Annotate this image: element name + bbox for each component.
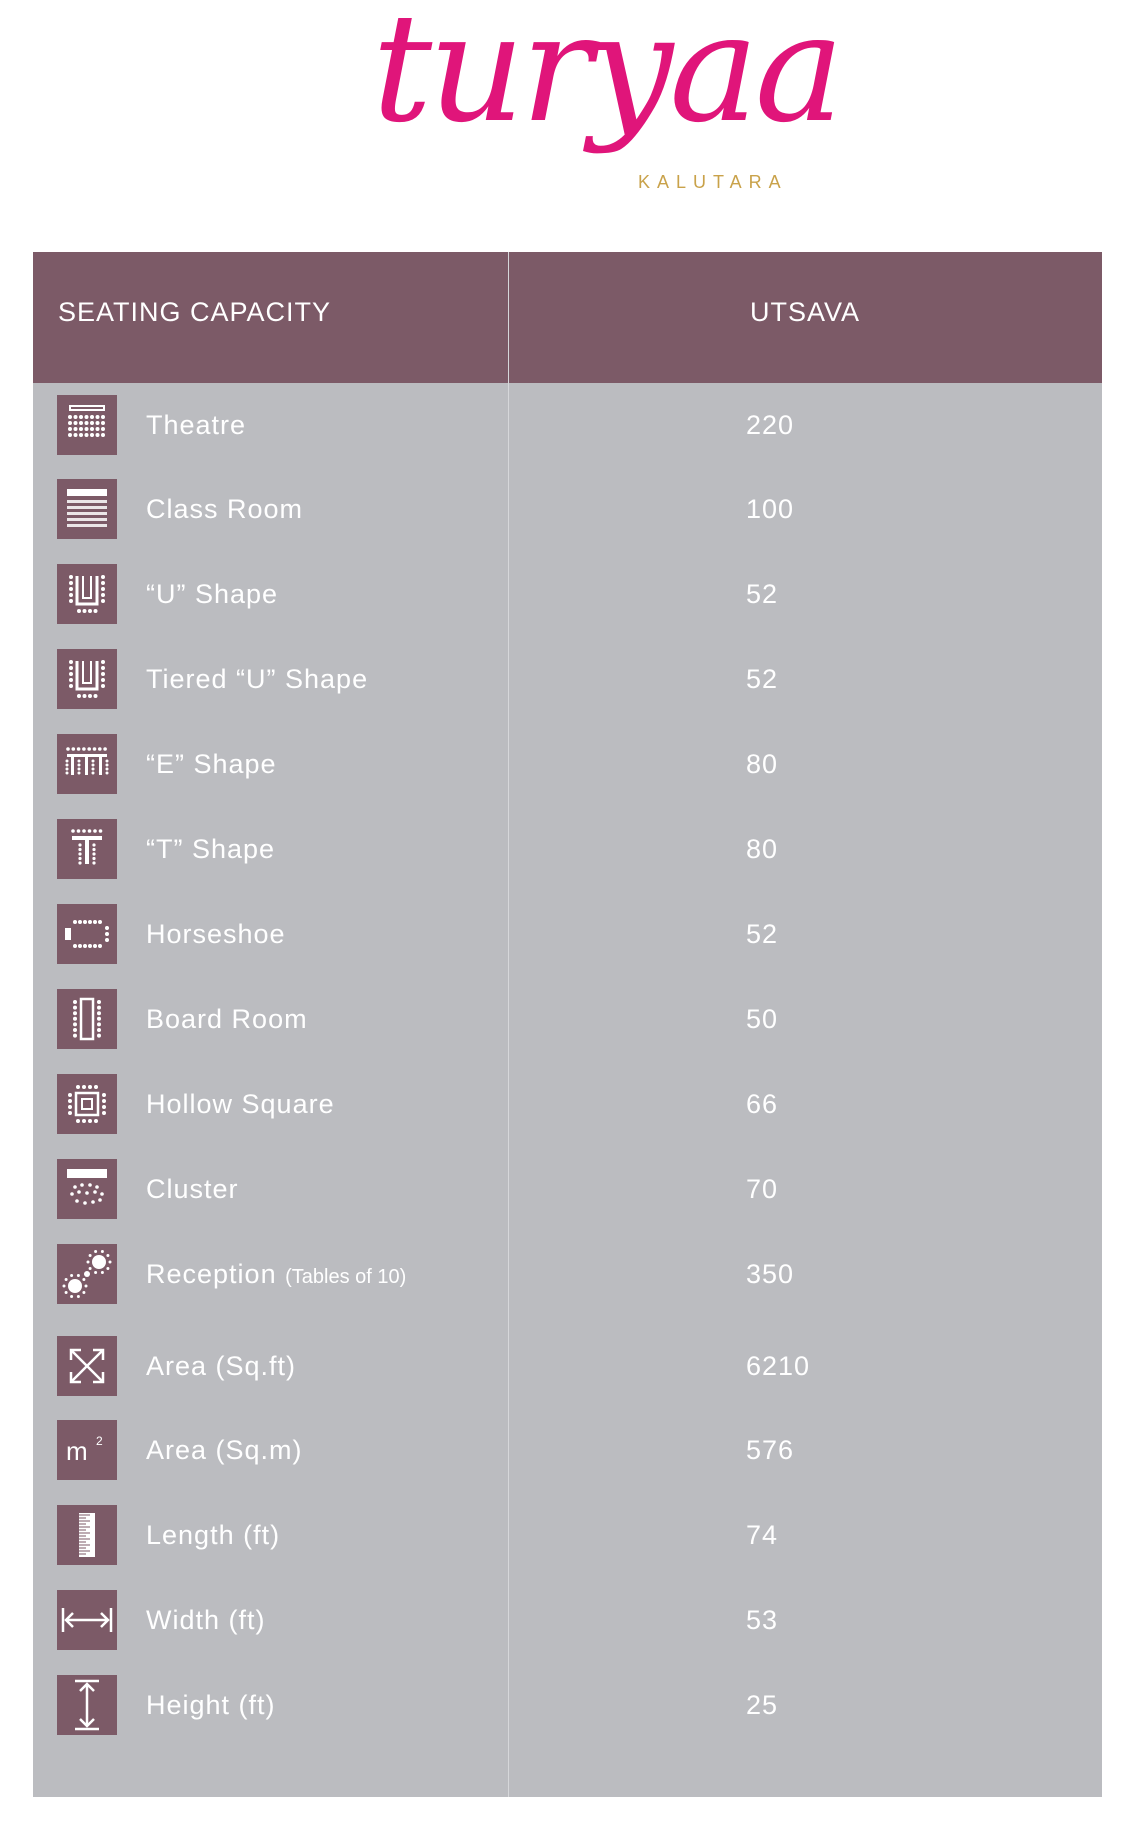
table-row (33, 1577, 1102, 1663)
row-label-text: Class Room (146, 494, 304, 524)
brand-logo (0, 0, 1136, 240)
row-value: 100 (746, 494, 795, 524)
row-value: 80 (746, 834, 779, 864)
row-label (146, 1004, 308, 1035)
row-value: 70 (746, 1174, 779, 1204)
seating-capacity-table (33, 252, 1102, 1797)
row-value: 52 (746, 919, 779, 949)
row-label (146, 1259, 406, 1290)
table-row (33, 806, 1102, 892)
row-label (146, 1435, 303, 1466)
row-label-text: Width (ft) (146, 1605, 266, 1635)
row-label-text: Area (Sq.ft) (146, 1351, 297, 1381)
row-label (146, 664, 368, 695)
row-label (146, 410, 246, 441)
horseshoe-icon (57, 904, 117, 964)
table-row (33, 382, 1102, 468)
board-room-icon (57, 989, 117, 1049)
row-label-text: Reception (146, 1259, 277, 1289)
svg-text:m: m (66, 1436, 88, 1466)
row-value: 53 (746, 1605, 779, 1635)
row-label (146, 494, 303, 525)
table-row (33, 1231, 1102, 1317)
height-icon (57, 1675, 117, 1735)
width-icon (57, 1590, 117, 1650)
u-shape-icon (57, 564, 117, 624)
hollow-square-icon (57, 1074, 117, 1134)
table-row (33, 721, 1102, 807)
theatre-icon (57, 395, 117, 455)
header-seating-capacity: SEATING CAPACITY (58, 297, 332, 327)
row-value: 50 (746, 1004, 779, 1034)
table-row (33, 891, 1102, 977)
table-row (33, 551, 1102, 637)
row-label (146, 1089, 335, 1120)
row-value: 80 (746, 749, 779, 779)
row-label-text: Horseshoe (146, 919, 286, 949)
row-label-text: Hollow Square (146, 1089, 335, 1119)
row-label-text: “T” Shape (146, 834, 276, 864)
row-label (146, 1690, 276, 1721)
row-label (146, 1351, 296, 1382)
table-row (33, 466, 1102, 552)
table-row (33, 1061, 1102, 1147)
table-row (33, 636, 1102, 722)
brand-location: KALUTARA (638, 172, 788, 192)
length-icon (57, 1505, 117, 1565)
area-sqm-icon (57, 1420, 117, 1480)
row-label-text: Area (Sq.m) (146, 1435, 303, 1465)
svg-text:2: 2 (96, 1434, 103, 1448)
row-label-text: Theatre (146, 410, 247, 440)
row-label (146, 1605, 266, 1636)
table-row (33, 1323, 1102, 1409)
header-venue-name: UTSAVA (749, 297, 861, 327)
tiered-u-shape-icon (57, 649, 117, 709)
row-label-text: Height (ft) (146, 1690, 276, 1720)
row-label (146, 1174, 239, 1205)
row-label-text: Cluster (146, 1174, 239, 1204)
row-value: 52 (746, 579, 779, 609)
row-value: 576 (746, 1435, 795, 1465)
row-label (146, 579, 278, 610)
row-value: 350 (746, 1259, 795, 1289)
row-value: 66 (746, 1089, 779, 1119)
row-value: 52 (746, 664, 779, 694)
brand-name: turyaa (372, 0, 841, 156)
area-sqft-icon (57, 1336, 117, 1396)
row-label-text: “U” Shape (146, 579, 279, 609)
row-value: 25 (746, 1690, 779, 1720)
row-label (146, 919, 286, 950)
e-shape-icon (57, 734, 117, 794)
row-label-text: Tiered “U” Shape (146, 664, 369, 694)
cluster-icon (57, 1159, 117, 1219)
row-label-text: Board Room (146, 1004, 308, 1034)
table-row (33, 1146, 1102, 1232)
row-value: 74 (746, 1520, 779, 1550)
table-header (33, 252, 1102, 383)
row-value: 6210 (746, 1351, 811, 1381)
table-row (33, 976, 1102, 1062)
t-shape-icon (57, 819, 117, 879)
row-label (146, 749, 277, 780)
row-value: 220 (746, 410, 795, 440)
table-row (33, 1407, 1102, 1493)
row-label (146, 1520, 280, 1551)
reception-icon (57, 1244, 117, 1304)
row-label-text: Length (ft) (146, 1520, 281, 1550)
table-row (33, 1662, 1102, 1748)
table-row (33, 1492, 1102, 1578)
row-label-text: “E” Shape (146, 749, 277, 779)
row-label-note: (Tables of 10) (285, 1266, 407, 1288)
row-label (146, 834, 275, 865)
classroom-icon (57, 479, 117, 539)
